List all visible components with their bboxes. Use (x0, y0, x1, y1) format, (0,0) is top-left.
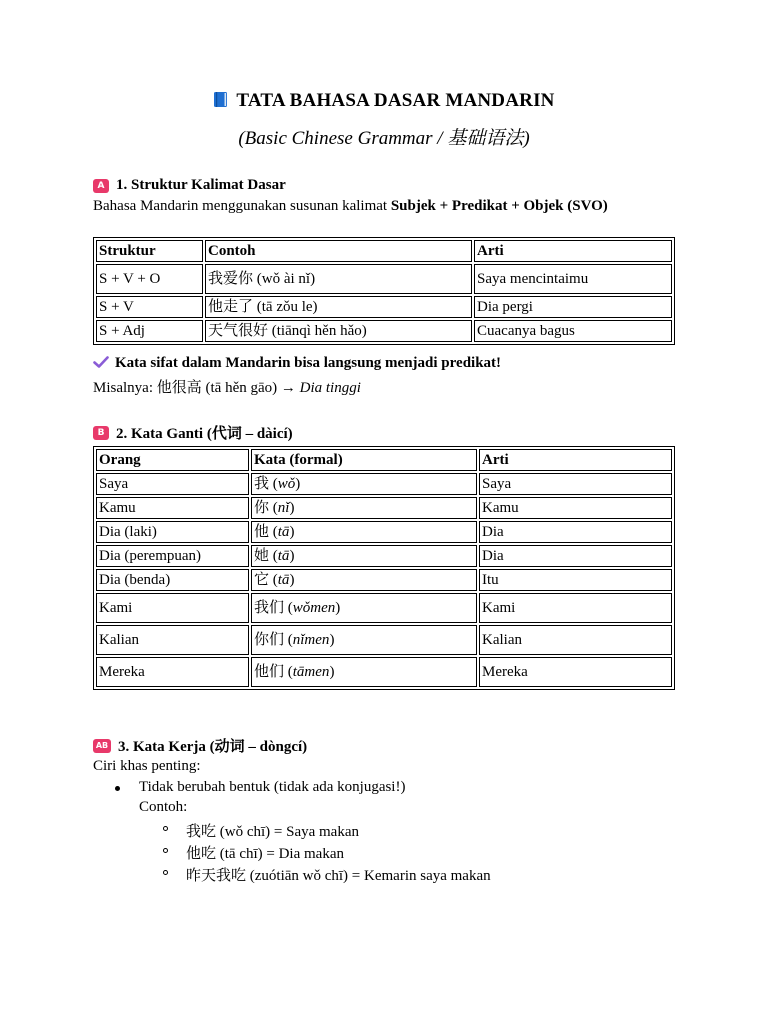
example-text: 我吃 (wǒ chī) = Saya makan (186, 824, 359, 840)
table-cell: Dia (479, 545, 672, 567)
table-cell: Kamu (96, 497, 249, 519)
table-cell: Kami (479, 593, 672, 623)
table-row (96, 593, 672, 623)
table-cell: Cuacanya bagus (474, 320, 672, 342)
intro-text: Bahasa Mandarin menggunakan susunan kalimat (93, 198, 391, 214)
pinyin: tāmen (292, 664, 330, 680)
section-1-note (93, 355, 501, 372)
table-cell: Dia (perempuan) (96, 545, 249, 567)
bullet-icon (115, 786, 120, 791)
hanzi: 它 (254, 572, 270, 588)
pinyin: tā (277, 572, 290, 588)
hanzi: 你 (254, 500, 270, 516)
table-row (96, 545, 672, 567)
section-3-heading (93, 735, 307, 756)
hollow-bullet-icon (163, 848, 168, 853)
table-cell: 你们 (nǐmen) (251, 625, 477, 655)
table-cell: 它 (tā) (251, 569, 477, 591)
section-1-heading (93, 177, 286, 194)
table-cell: S + V + O (96, 264, 203, 294)
table-cell: 天气很好 (tiānqì hěn hǎo) (205, 320, 472, 342)
table-row (96, 497, 672, 519)
hollow-bullet-icon (163, 870, 168, 875)
table-row (96, 521, 672, 543)
table-cell: 他 (tā) (251, 521, 477, 543)
hanzi: 她 (254, 548, 270, 564)
table-row (96, 320, 672, 342)
pronoun-table (93, 446, 675, 690)
table-cell: Dia (benda) (96, 569, 249, 591)
table-cell: 我 (wǒ) (251, 473, 477, 495)
table-cell: Dia (479, 521, 672, 543)
header-cell: Contoh (205, 240, 472, 262)
table-row (96, 473, 672, 495)
header-cell: Kata (formal) (251, 449, 477, 471)
header-cell: Struktur (96, 240, 203, 262)
table-cell: 你 (nǐ) (251, 497, 477, 519)
table-row (96, 296, 672, 318)
pinyin: tā (277, 548, 290, 564)
example-italic: Dia tinggi (299, 380, 361, 396)
letters-ab-badge-icon: AB (93, 739, 111, 753)
header-cell: Orang (96, 449, 249, 471)
pinyin: wǒmen (292, 600, 336, 616)
contoh-label: Contoh: (139, 799, 188, 815)
pinyin: wǒ (277, 476, 296, 492)
title-text: TATA BAHASA DASAR MANDARIN (236, 90, 555, 111)
section-2-title: 2. Kata Ganti (代词 – dàicí) (116, 426, 293, 442)
table-cell: Kami (96, 593, 249, 623)
letter-b-badge-icon: B (93, 426, 109, 440)
table-cell: 我们 (wǒmen) (251, 593, 477, 623)
section-3-intro: Ciri khas penting: (93, 758, 201, 774)
table-row (96, 625, 672, 655)
table-cell: Dia (laki) (96, 521, 249, 543)
table-cell: 他走了 (tā zǒu le) (205, 296, 472, 318)
section-1-title: 1. Struktur Kalimat Dasar (116, 177, 286, 193)
table-cell: 他们 (tāmen) (251, 657, 477, 687)
page-title (93, 90, 675, 112)
section-1-intro (93, 198, 608, 215)
bullet-list (93, 779, 675, 889)
table-cell: Dia pergi (474, 296, 672, 318)
table-row (96, 264, 672, 294)
example-text: 他吃 (tā chī) = Dia makan (186, 846, 344, 862)
check-mark-icon (93, 356, 109, 368)
pinyin: tā (277, 524, 290, 540)
table-cell: Saya mencintaimu (474, 264, 672, 294)
section-2-heading (93, 422, 293, 443)
hanzi: 你们 (254, 632, 285, 648)
bullet-text: Tidak berubah bentuk (tidak ada konjugasi!) (139, 779, 406, 795)
letter-a-badge-icon: A (93, 179, 109, 193)
book-icon (213, 91, 228, 108)
header-cell: Arti (474, 240, 672, 262)
table-cell: Saya (96, 473, 249, 495)
hanzi: 我 (254, 476, 270, 492)
table-cell: Kalian (96, 625, 249, 655)
hanzi: 我们 (254, 600, 285, 616)
hanzi: 他 (254, 524, 270, 540)
hanzi: 他们 (254, 664, 285, 680)
table-cell: Mereka (479, 657, 672, 687)
example-text: Misalnya: 他很高 (tā hěn gāo) → (93, 380, 300, 396)
table-row (96, 569, 672, 591)
table-cell: 她 (tā) (251, 545, 477, 567)
table-cell: Kamu (479, 497, 672, 519)
table-header-row (96, 240, 672, 262)
table-header-row (96, 449, 672, 471)
section-1-example (93, 376, 361, 397)
table-row (96, 657, 672, 687)
table-cell: Saya (479, 473, 672, 495)
intro-bold: Subjek + Predikat + Objek (SVO) (390, 198, 608, 214)
note-text: Kata sifat dalam Mandarin bisa langsung menjadi predikat! (115, 355, 502, 371)
pinyin: nǐ (277, 500, 290, 516)
table-cell: Itu (479, 569, 672, 591)
section-3-title: 3. Kata Kerja (动词 – dòngcí) (118, 739, 308, 755)
hollow-bullet-icon (163, 826, 168, 831)
sentence-structure-table (93, 237, 675, 345)
table-cell: Kalian (479, 625, 672, 655)
pinyin: nǐmen (292, 632, 330, 648)
table-cell: 我爱你 (wǒ ài nǐ) (205, 264, 472, 294)
table-cell: Mereka (96, 657, 249, 687)
table-cell: S + V (96, 296, 203, 318)
table-cell: S + Adj (96, 320, 203, 342)
example-text: 昨天我吃 (zuótiān wǒ chī) = Kemarin saya makan (186, 868, 491, 884)
header-cell: Arti (479, 449, 672, 471)
page-subtitle: (Basic Chinese Grammar / 基础语法) (238, 128, 530, 149)
